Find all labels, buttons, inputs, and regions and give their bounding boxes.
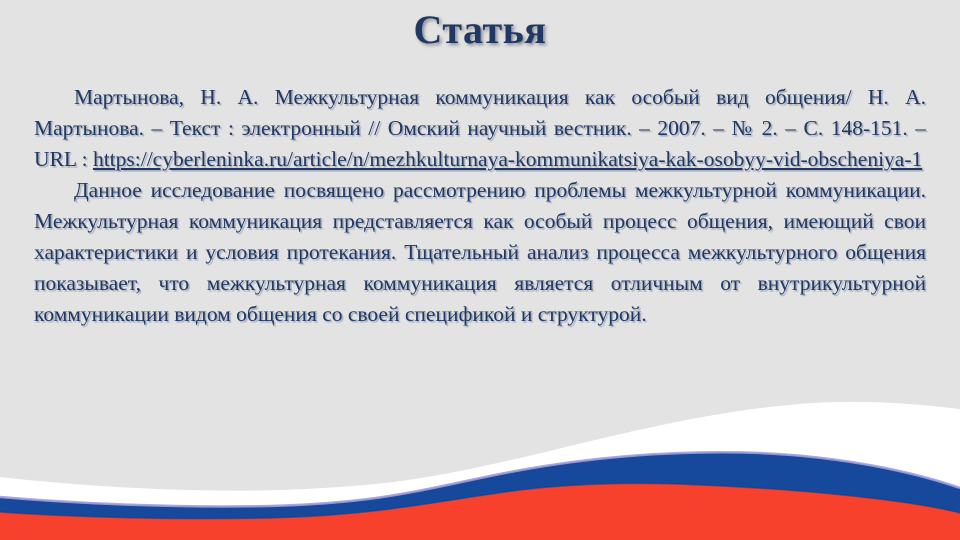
slide-body-text [34,82,926,330]
abstract-paragraph: Данное исследование посвящено рассмотрению проблемы межкультурной коммуникации. Межкультурная коммуникация представляется как особый процесс общения, имеющий свои характеристики и условия протекания. Тщательный анализ процесса межкультурного общения показывает, что межкультурная коммуникация является отличным от внутрикультурной коммуникации видом общения со своей спецификой и структурой. [34,178,926,326]
citation-text: Мартынова, Н. А. Межкультурная коммуникация как особый вид общения/ Н. А. Мартынова. – Текст : электронный // Омский научный вестник. – 2007. – № 2. – С. 148-151. – URL : [34,85,926,171]
flag-wave-decoration [0,390,960,540]
page-title: Статья [413,7,547,52]
citation-paragraph [34,82,926,175]
citation-url-link[interactable]: https://cyberleninka.ru/article/n/mezhkulturnaya-kommunikatsiya-kak-osobyy-vid-obscheniya-1 [92,147,923,171]
